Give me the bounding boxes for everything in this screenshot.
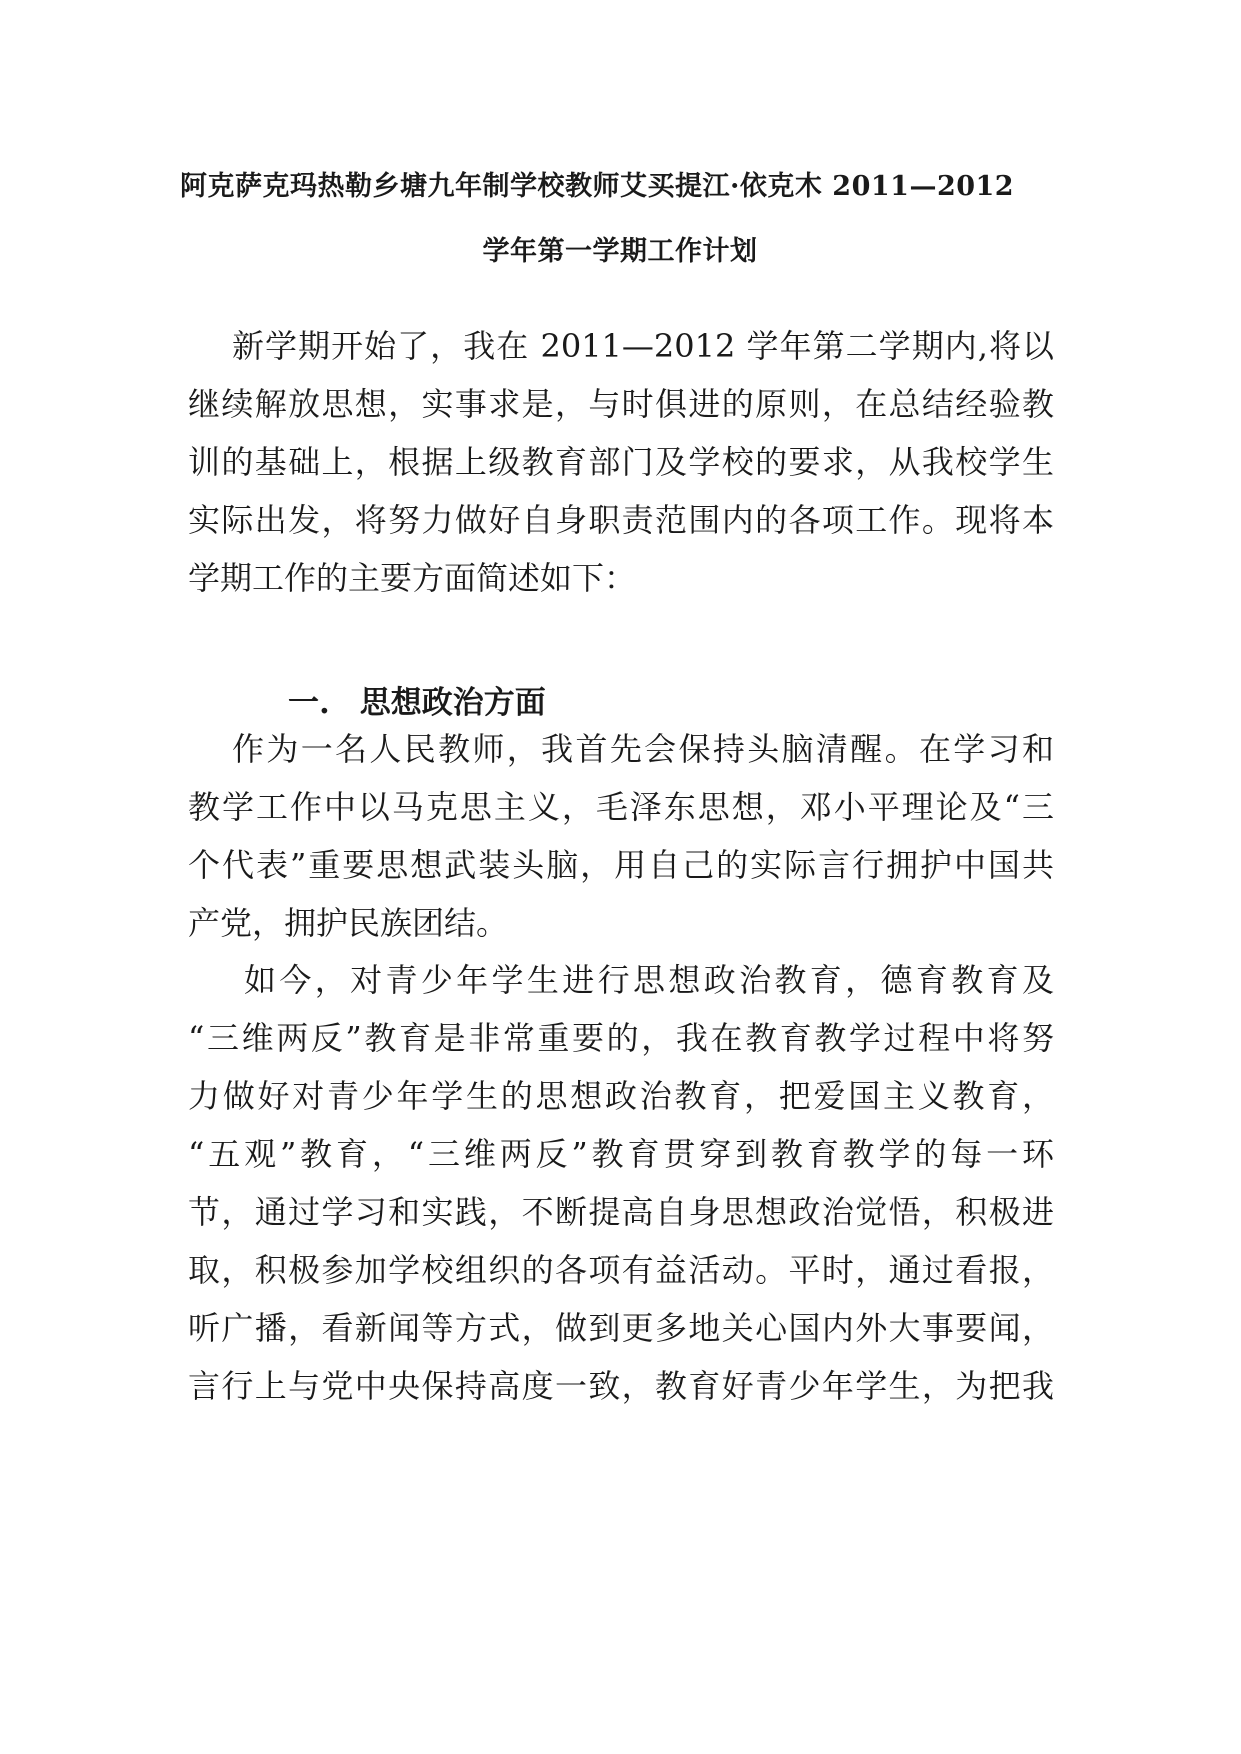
intro-line: 实际出发，将努力做好自身职责范围内的各项工作。现将本 <box>188 501 1054 539</box>
paragraph-line: 产党，拥护民族团结。 <box>188 904 509 942</box>
paragraph-line: 个代表”重要思想武装头脑，用自己的实际言行拥护中国共 <box>188 846 1054 884</box>
intro-line: 继续解放思想，实事求是，与时俱进的原则，在总结经验教 <box>188 385 1054 423</box>
document-title-line-1: 阿克萨克玛热勒乡塘九年制学校教师艾买提江·依克木 2011—2012 <box>180 171 1015 202</box>
paragraph-line: 听广播，看新闻等方式，做到更多地关心国内外大事要闻， <box>188 1309 1054 1347</box>
paragraph-line: 节，通过学习和实践，不断提高自身思想政治觉悟，积极进 <box>188 1193 1054 1231</box>
intro-line: 训的基础上，根据上级教育部门及学校的要求，从我校学生 <box>188 443 1054 481</box>
paragraph-line: 如今，对青少年学生进行思想政治教育，德育教育及 <box>244 961 1054 999</box>
intro-line: 学期工作的主要方面简述如下： <box>188 559 637 597</box>
paragraph-line: 言行上与党中央保持高度一致，教育好青少年学生，为把我 <box>188 1367 1054 1405</box>
paragraph-line: “三维两反”教育是非常重要的，我在教育教学过程中将努 <box>188 1019 1054 1057</box>
section-number: 一. <box>288 685 330 721</box>
section-heading <box>288 677 546 722</box>
paragraph-line: “五观”教育，“三维两反”教育贯穿到教育教学的每一环 <box>188 1135 1054 1173</box>
intro-line: 新学期开始了，我在 2011—2012 学年第二学期内,将以 <box>232 327 1054 365</box>
paragraph-line: 作为一名人民教师，我首先会保持头脑清醒。在学习和 <box>232 730 1054 768</box>
section-title: 思想政治方面 <box>359 685 546 721</box>
paragraph-line: 教学工作中以马克思主义，毛泽东思想，邓小平理论及“三 <box>188 788 1054 826</box>
paragraph-line: 取，积极参加学校组织的各项有益活动。平时，通过看报， <box>188 1251 1054 1289</box>
paragraph-line: 力做好对青少年学生的思想政治教育，把爱国主义教育， <box>188 1077 1054 1115</box>
document-title-line-2: 学年第一学期工作计划 <box>482 236 758 267</box>
